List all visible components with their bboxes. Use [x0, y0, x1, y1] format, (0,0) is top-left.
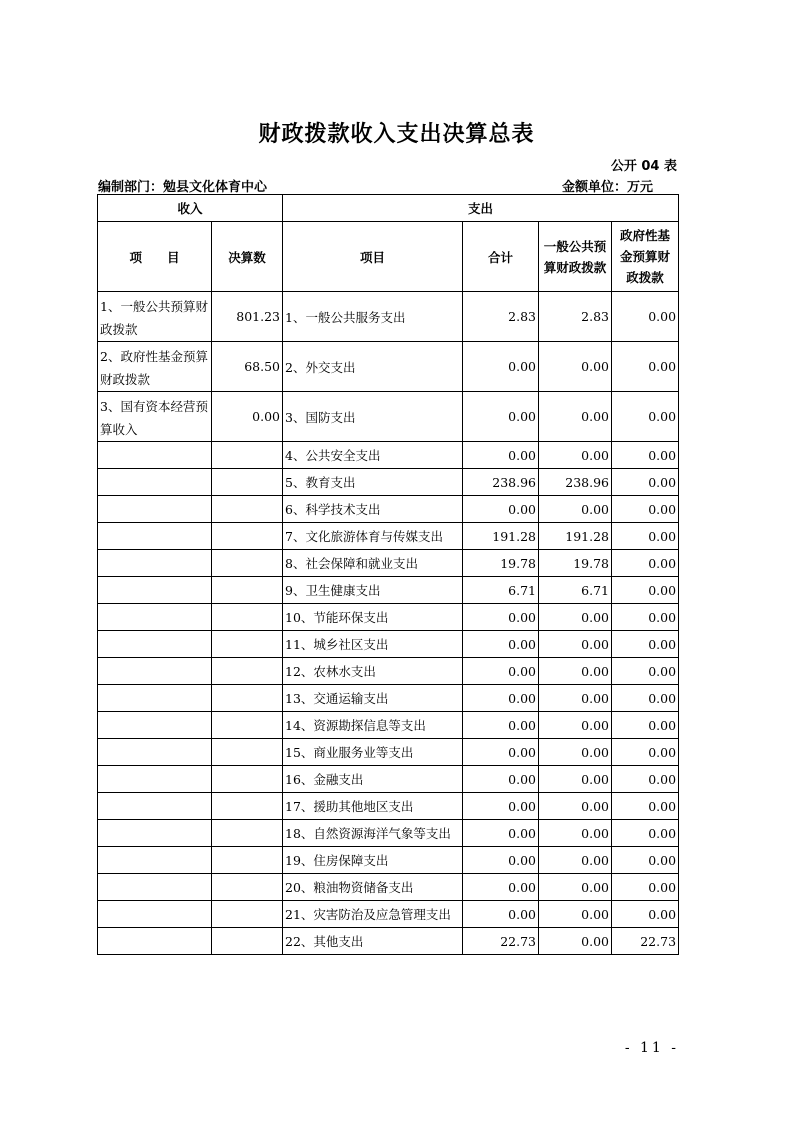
fund-budget-header: 政府性基金预算财政拨款	[612, 222, 679, 292]
income-item-cell	[98, 496, 212, 523]
fund-cell: 0.00	[612, 392, 679, 442]
general-cell: 191.28	[539, 523, 612, 550]
income-item-cell	[98, 550, 212, 577]
income-item-cell	[98, 712, 212, 739]
income-amount-cell	[212, 793, 283, 820]
total-cell: 0.00	[463, 631, 539, 658]
exp-item-cell: 10、节能环保支出	[283, 604, 463, 631]
general-cell: 0.00	[539, 739, 612, 766]
income-item-cell	[98, 577, 212, 604]
income-amount-cell	[212, 658, 283, 685]
exp-item-cell: 22、其他支出	[283, 928, 463, 955]
table-row	[98, 685, 679, 712]
page-number: - 11 -	[624, 1040, 679, 1056]
total-cell: 0.00	[463, 685, 539, 712]
fund-cell: 0.00	[612, 901, 679, 928]
income-amount-cell	[212, 685, 283, 712]
fund-cell: 0.00	[612, 342, 679, 392]
total-cell: 0.00	[463, 820, 539, 847]
total-cell: 0.00	[463, 766, 539, 793]
total-cell: 238.96	[463, 469, 539, 496]
income-item-cell	[98, 901, 212, 928]
income-amount-cell	[212, 631, 283, 658]
exp-item-cell: 15、商业服务业等支出	[283, 739, 463, 766]
exp-item-cell: 14、资源勘探信息等支出	[283, 712, 463, 739]
income-amount-cell	[212, 604, 283, 631]
income-item-header: 项 目	[98, 222, 212, 292]
total-cell: 0.00	[463, 793, 539, 820]
expenditure-header: 支出	[283, 195, 679, 222]
general-budget-header: 一般公共预算财政拨款	[539, 222, 612, 292]
income-amount-cell	[212, 847, 283, 874]
table-row	[98, 469, 679, 496]
total-cell: 0.00	[463, 712, 539, 739]
total-cell: 19.78	[463, 550, 539, 577]
income-item-cell	[98, 874, 212, 901]
table-row	[98, 820, 679, 847]
general-cell: 0.00	[539, 392, 612, 442]
general-cell: 0.00	[539, 928, 612, 955]
table-row	[98, 847, 679, 874]
total-cell: 0.00	[463, 847, 539, 874]
exp-item-cell: 19、住房保障支出	[283, 847, 463, 874]
income-item-cell	[98, 793, 212, 820]
income-header: 收入	[98, 195, 283, 222]
total-cell: 0.00	[463, 874, 539, 901]
total-cell: 0.00	[463, 496, 539, 523]
general-cell: 0.00	[539, 847, 612, 874]
income-item-cell	[98, 685, 212, 712]
general-cell: 0.00	[539, 874, 612, 901]
fund-cell: 0.00	[612, 739, 679, 766]
exp-item-cell: 3、国防支出	[283, 392, 463, 442]
income-item-cell	[98, 442, 212, 469]
exp-item-cell: 11、城乡社区支出	[283, 631, 463, 658]
fund-cell: 0.00	[612, 631, 679, 658]
fund-cell: 0.00	[612, 712, 679, 739]
table-row	[98, 631, 679, 658]
fund-cell: 0.00	[612, 766, 679, 793]
fund-cell: 0.00	[612, 550, 679, 577]
general-cell: 2.83	[539, 292, 612, 342]
total-cell: 0.00	[463, 901, 539, 928]
exp-item-cell: 7、文化旅游体育与传媒支出	[283, 523, 463, 550]
income-amount-cell: 801.23	[212, 292, 283, 342]
income-item-cell	[98, 658, 212, 685]
exp-item-cell: 13、交通运输支出	[283, 685, 463, 712]
fund-cell: 0.00	[612, 469, 679, 496]
fund-cell: 0.00	[612, 685, 679, 712]
general-cell: 0.00	[539, 442, 612, 469]
table-row	[98, 342, 679, 392]
exp-item-cell: 5、教育支出	[283, 469, 463, 496]
fund-cell: 0.00	[612, 874, 679, 901]
total-cell: 0.00	[463, 392, 539, 442]
table-row	[98, 292, 679, 342]
general-cell: 6.71	[539, 577, 612, 604]
general-cell: 0.00	[539, 793, 612, 820]
income-amount-cell	[212, 442, 283, 469]
income-amount-cell	[212, 496, 283, 523]
fund-cell: 0.00	[612, 820, 679, 847]
general-cell: 0.00	[539, 658, 612, 685]
fund-cell: 0.00	[612, 496, 679, 523]
income-amount-cell	[212, 739, 283, 766]
total-cell: 6.71	[463, 577, 539, 604]
general-cell: 238.96	[539, 469, 612, 496]
total-cell: 0.00	[463, 739, 539, 766]
general-cell: 0.00	[539, 766, 612, 793]
table-row	[98, 604, 679, 631]
table-row	[98, 577, 679, 604]
total-cell: 22.73	[463, 928, 539, 955]
table-row	[98, 793, 679, 820]
income-amount-header: 决算数	[212, 222, 283, 292]
table-row	[98, 658, 679, 685]
income-item-cell: 3、国有资本经营预算收入	[98, 392, 212, 442]
income-item-cell	[98, 604, 212, 631]
fund-cell: 0.00	[612, 442, 679, 469]
income-amount-cell	[212, 550, 283, 577]
exp-item-cell: 16、金融支出	[283, 766, 463, 793]
income-item-cell	[98, 820, 212, 847]
fund-cell: 0.00	[612, 793, 679, 820]
fund-cell: 0.00	[612, 577, 679, 604]
income-amount-cell	[212, 469, 283, 496]
general-cell: 0.00	[539, 901, 612, 928]
income-amount-cell	[212, 523, 283, 550]
general-cell: 0.00	[539, 631, 612, 658]
income-amount-cell	[212, 928, 283, 955]
table-row	[98, 874, 679, 901]
department-label: 编制部门：勉县文化体育中心	[98, 180, 268, 195]
total-cell: 0.00	[463, 442, 539, 469]
income-item-cell	[98, 847, 212, 874]
income-item-cell: 2、政府性基金预算财政拨款	[98, 342, 212, 392]
exp-item-cell: 12、农林水支出	[283, 658, 463, 685]
exp-item-cell: 21、灾害防治及应急管理支出	[283, 901, 463, 928]
income-item-cell	[98, 928, 212, 955]
general-cell: 0.00	[539, 712, 612, 739]
exp-item-cell: 2、外交支出	[283, 342, 463, 392]
fund-cell: 0.00	[612, 523, 679, 550]
general-cell: 0.00	[539, 685, 612, 712]
table-body	[98, 195, 679, 955]
table-row	[98, 901, 679, 928]
total-cell: 0.00	[463, 342, 539, 392]
exp-item-cell: 4、公共安全支出	[283, 442, 463, 469]
table-row	[98, 550, 679, 577]
total-cell: 2.83	[463, 292, 539, 342]
exp-item-header: 项目	[283, 222, 463, 292]
income-amount-cell: 0.00	[212, 392, 283, 442]
income-amount-cell	[212, 874, 283, 901]
table-row	[98, 928, 679, 955]
fund-cell: 0.00	[612, 847, 679, 874]
income-amount-cell: 68.50	[212, 342, 283, 392]
exp-item-cell: 20、粮油物资储备支出	[283, 874, 463, 901]
fund-cell: 0.00	[612, 658, 679, 685]
income-item-cell	[98, 766, 212, 793]
exp-item-cell: 17、援助其他地区支出	[283, 793, 463, 820]
general-cell: 19.78	[539, 550, 612, 577]
income-item-cell: 1、一般公共预算财政拨款	[98, 292, 212, 342]
income-item-cell	[98, 469, 212, 496]
form-number: 公开 04 表	[610, 159, 677, 174]
income-amount-cell	[212, 901, 283, 928]
fund-cell: 0.00	[612, 604, 679, 631]
unit-label: 金额单位：万元	[561, 180, 653, 195]
general-cell: 0.00	[539, 496, 612, 523]
exp-item-cell: 18、自然资源海洋气象等支出	[283, 820, 463, 847]
table-row	[98, 496, 679, 523]
table-row	[98, 442, 679, 469]
exp-item-cell: 8、社会保障和就业支出	[283, 550, 463, 577]
income-amount-cell	[212, 820, 283, 847]
exp-item-cell: 9、卫生健康支出	[283, 577, 463, 604]
income-amount-cell	[212, 766, 283, 793]
table-row	[98, 392, 679, 442]
exp-item-cell: 6、科学技术支出	[283, 496, 463, 523]
income-amount-cell	[212, 712, 283, 739]
total-header: 合计	[463, 222, 539, 292]
fund-cell: 0.00	[612, 292, 679, 342]
income-item-cell	[98, 631, 212, 658]
total-cell: 0.00	[463, 604, 539, 631]
income-item-cell	[98, 739, 212, 766]
general-cell: 0.00	[539, 342, 612, 392]
general-cell: 0.00	[539, 820, 612, 847]
total-cell: 191.28	[463, 523, 539, 550]
income-item-cell	[98, 523, 212, 550]
page-title: 财政拨款收入支出决算总表	[258, 122, 535, 147]
appropriation-table	[97, 194, 679, 955]
table-row	[98, 766, 679, 793]
income-amount-cell	[212, 577, 283, 604]
exp-item-cell: 1、一般公共服务支出	[283, 292, 463, 342]
fund-cell: 22.73	[612, 928, 679, 955]
table-row	[98, 523, 679, 550]
table-row	[98, 739, 679, 766]
table-row	[98, 712, 679, 739]
total-cell: 0.00	[463, 658, 539, 685]
general-cell: 0.00	[539, 604, 612, 631]
